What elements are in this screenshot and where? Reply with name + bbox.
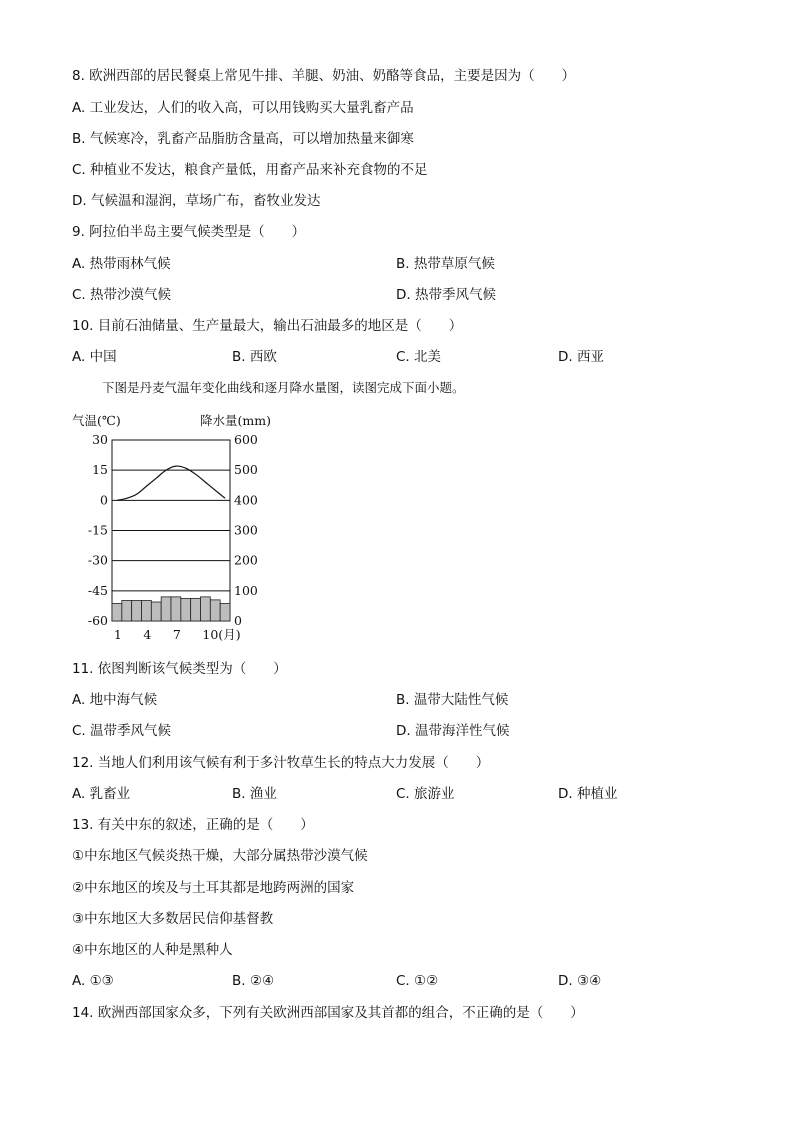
- q10-stem: 10. 目前石油储量、生产量最大，输出石油最多的地区是（ ）: [72, 318, 463, 334]
- temperature-tick-label: 15: [92, 462, 108, 478]
- q8-option-b: B. 气候寒冷，乳畜产品脂肪含量高，可以增加热量来御寒: [72, 131, 414, 147]
- temperature-tick-label: 30: [92, 432, 108, 447]
- precipitation-bar: [171, 597, 181, 621]
- q13-stem: 13. 有关中东的叙述，正确的是（ ）: [72, 817, 314, 833]
- precipitation-axis-label: 降水量(mm): [200, 413, 271, 428]
- q11-option-a: A. 地中海气候: [72, 692, 158, 708]
- precipitation-tick-label: 400: [234, 492, 258, 508]
- q11-option-d: D. 温带海洋性气候: [396, 723, 510, 739]
- month-tick-label: 1: [113, 627, 122, 642]
- q14-stem: 14. 欧洲西部国家众多，下列有关欧洲西部国家及其首都的组合，不正确的是（ ）: [72, 1005, 584, 1021]
- precipitation-tick-label: 0: [234, 613, 242, 628]
- q8-option-d: D. 气候温和湿润，草场广布，畜牧业发达: [72, 193, 321, 209]
- q11-stem: 11. 依图判断该气候类型为（ ）: [72, 661, 287, 677]
- q13-statement-1: ①中东地区气候炎热干燥，大部分属热带沙漠气候: [72, 848, 368, 864]
- month-tick-label: 7: [172, 627, 181, 642]
- q8-option-c: C. 种植业不发达，粮食产量低，用畜产品来补充食物的不足: [72, 162, 428, 178]
- temperature-tick-label: 0: [100, 492, 108, 508]
- precipitation-bar: [201, 597, 211, 621]
- q13-option-b: B. ②④: [232, 973, 275, 989]
- q9-option-b: B. 热带草原气候: [396, 256, 495, 272]
- temperature-tick-label: -15: [87, 522, 108, 538]
- q10-option-d: D. 西亚: [558, 349, 604, 365]
- month-tick-label: 10(月): [202, 627, 241, 642]
- q10-option-b: B. 西欧: [232, 349, 277, 365]
- q12-option-c: C. 旅游业: [396, 786, 455, 802]
- temperature-tick-label: -30: [87, 552, 108, 568]
- q13-statement-3: ③中东地区大多数居民信仰基督教: [72, 911, 274, 927]
- q13-option-c: C. ①②: [396, 973, 439, 989]
- precipitation-tick-label: 100: [234, 582, 258, 598]
- q9-option-d: D. 热带季风气候: [396, 287, 496, 303]
- climate-chart: [60, 405, 300, 650]
- q12-option-b: B. 渔业: [232, 786, 277, 802]
- q12-option-a: A. 乳畜业: [72, 786, 131, 802]
- precipitation-tick-label: 200: [234, 552, 258, 568]
- q9-stem: 9. 阿拉伯半岛主要气候类型是（ ）: [72, 224, 306, 240]
- q13-statement-4: ④中东地区的人种是黑种人: [72, 942, 233, 958]
- q9-option-c: C. 热带沙漠气候: [72, 287, 172, 303]
- precipitation-tick-label: 300: [234, 522, 258, 538]
- precipitation-bar: [142, 600, 152, 621]
- q8-option-a: A. 工业发达，人们的收入高，可以用钱购买大量乳畜产品: [72, 100, 414, 116]
- q12-option-d: D. 种植业: [558, 786, 618, 802]
- q12-stem: 12. 当地人们利用该气候有利于多汁牧草生长的特点大力发展（ ）: [72, 755, 490, 771]
- precipitation-bar: [161, 597, 171, 621]
- precipitation-tick-label: 500: [234, 462, 258, 478]
- temperature-tick-label: -45: [87, 582, 108, 598]
- precipitation-bar: [122, 600, 132, 621]
- temperature-curve: [117, 466, 225, 500]
- precipitation-bar: [220, 604, 230, 621]
- q11-option-c: C. 温带季风气候: [72, 723, 172, 739]
- q9-option-a: A. 热带雨林气候: [72, 256, 171, 272]
- q8-stem: 8. 欧洲西部的居民餐桌上常见牛排、羊腿、奶油、奶酪等食品，主要是因为（ ）: [72, 68, 576, 84]
- q13-option-a: A. ①③: [72, 973, 114, 989]
- temperature-tick-label: -60: [87, 613, 108, 628]
- precipitation-bar: [191, 598, 201, 621]
- precipitation-tick-label: 600: [234, 432, 258, 447]
- chart-intro: 下图是丹麦气温年变化曲线和逐月降水量图，读图完成下面小题。: [102, 380, 465, 395]
- temperature-axis-label: 气温(℃): [72, 413, 121, 428]
- precipitation-bar: [132, 600, 142, 621]
- precipitation-bar: [210, 600, 220, 621]
- month-tick-label: 4: [143, 627, 152, 642]
- precipitation-bar: [151, 602, 161, 621]
- q13-option-d: D. ③④: [558, 973, 602, 989]
- q10-option-a: A. 中国: [72, 349, 117, 365]
- q10-option-c: C. 北美: [396, 349, 442, 365]
- q13-statement-2: ②中东地区的埃及与土耳其都是地跨两洲的国家: [72, 880, 355, 896]
- precipitation-bar: [181, 598, 191, 621]
- precipitation-bar: [112, 604, 122, 621]
- q11-option-b: B. 温带大陆性气候: [396, 692, 509, 708]
